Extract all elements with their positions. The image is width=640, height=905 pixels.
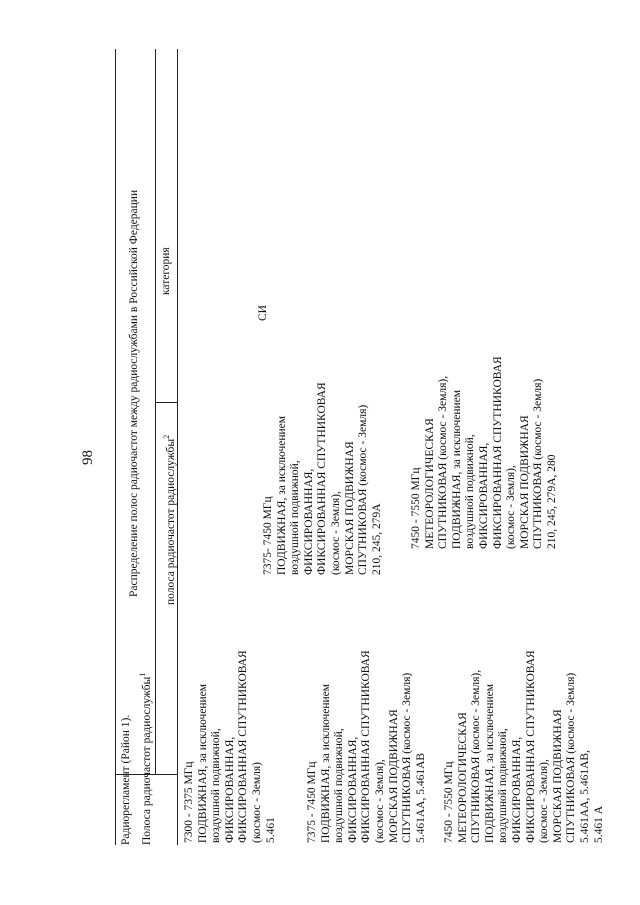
left-header: [120, 714, 133, 845]
subheader-divider: [155, 49, 156, 775]
row2-left-cell: 7375 - 7450 МГц ПОДВИЖНАЯ, за исключением воздушной подвижной, ФИКСИРОВАННАЯ, ФИКСИРОВАННАЯ СПУТНИКОВАЯ (космос - Земля), МОРСКАЯ ПОДВИЖНАЯ СПУТНИКОВАЯ (космос - Земля) 5.461АА, 5.461АВ: [306, 650, 427, 843]
subcolumn-divider: [155, 402, 177, 403]
subheader-band: полоса радиочастот радиослужбы$^2$: [162, 434, 177, 605]
subheader-band-sup: 2: [162, 434, 171, 439]
subheader-category: категория: [160, 247, 172, 295]
row3-right-cell: 7450 - 7550 МГц МЕТЕОРОЛОГИЧЕСКАЯ СПУТНИКОВАЯ (космос - Земля), ПОДВИЖНАЯ, за исключением воздушной подвижной, ФИКСИРОВАННАЯ, ФИКСИРОВАННАЯ СПУТНИКОВАЯ (космос - Земля), МОРСКАЯ ПОДВИЖНАЯ СПУТНИКОВАЯ (космос - Земля) 210, 245, 279А, 280: [410, 356, 558, 549]
left-header-line2: Полоса радиочастот радиослужбы: [140, 676, 153, 845]
right-header-title: Распределение полос радиочастот между радиослужбами в Российской Федерации: [128, 189, 140, 597]
row2-category: СИ: [257, 305, 269, 321]
page-number: 98: [80, 450, 96, 465]
left-header-2: [136, 673, 154, 845]
table-top-rule: [115, 49, 116, 845]
row2-right-cell: 7375- 7450 МГц ПОДВИЖНАЯ, за исключением воздушной подвижной, ФИКСИРОВАННАЯ, ФИКСИРОВАННАЯ СПУТНИКОВАЯ (космос - Земля), МОРСКАЯ ПОДВИЖНАЯ СПУТНИКОВАЯ (космос - Земля) 210, 245, 279А: [262, 382, 383, 575]
left-header-line1: Радиорегламент (Район 1).: [120, 714, 132, 845]
left-header-sup: 1: [138, 672, 147, 677]
row1-left-cell: 7300 - 7375 МГц ПОДВИЖНАЯ, за исключением воздушной подвижной, ФИКСИРОВАННАЯ, ФИКСИРОВАННАЯ СПУТНИКОВАЯ (космос - Земля) 5.461: [183, 650, 277, 843]
row3-left-cell: 7450 - 7550 МГц МЕТЕОРОЛОГИЧЕСКАЯ СПУТНИКОВАЯ (космос - Земля), ПОДВИЖНАЯ, за исключением воздушной подвижной, ФИКСИРОВАННАЯ, ФИКСИРОВАННАЯ СПУТНИКОВАЯ (космос - Земля), МОРСКАЯ ПОДВИЖНАЯ СПУТНИКОВАЯ (космос - Земля) 5.461АА, 5.461АВ, 5.461 А: [443, 650, 605, 843]
